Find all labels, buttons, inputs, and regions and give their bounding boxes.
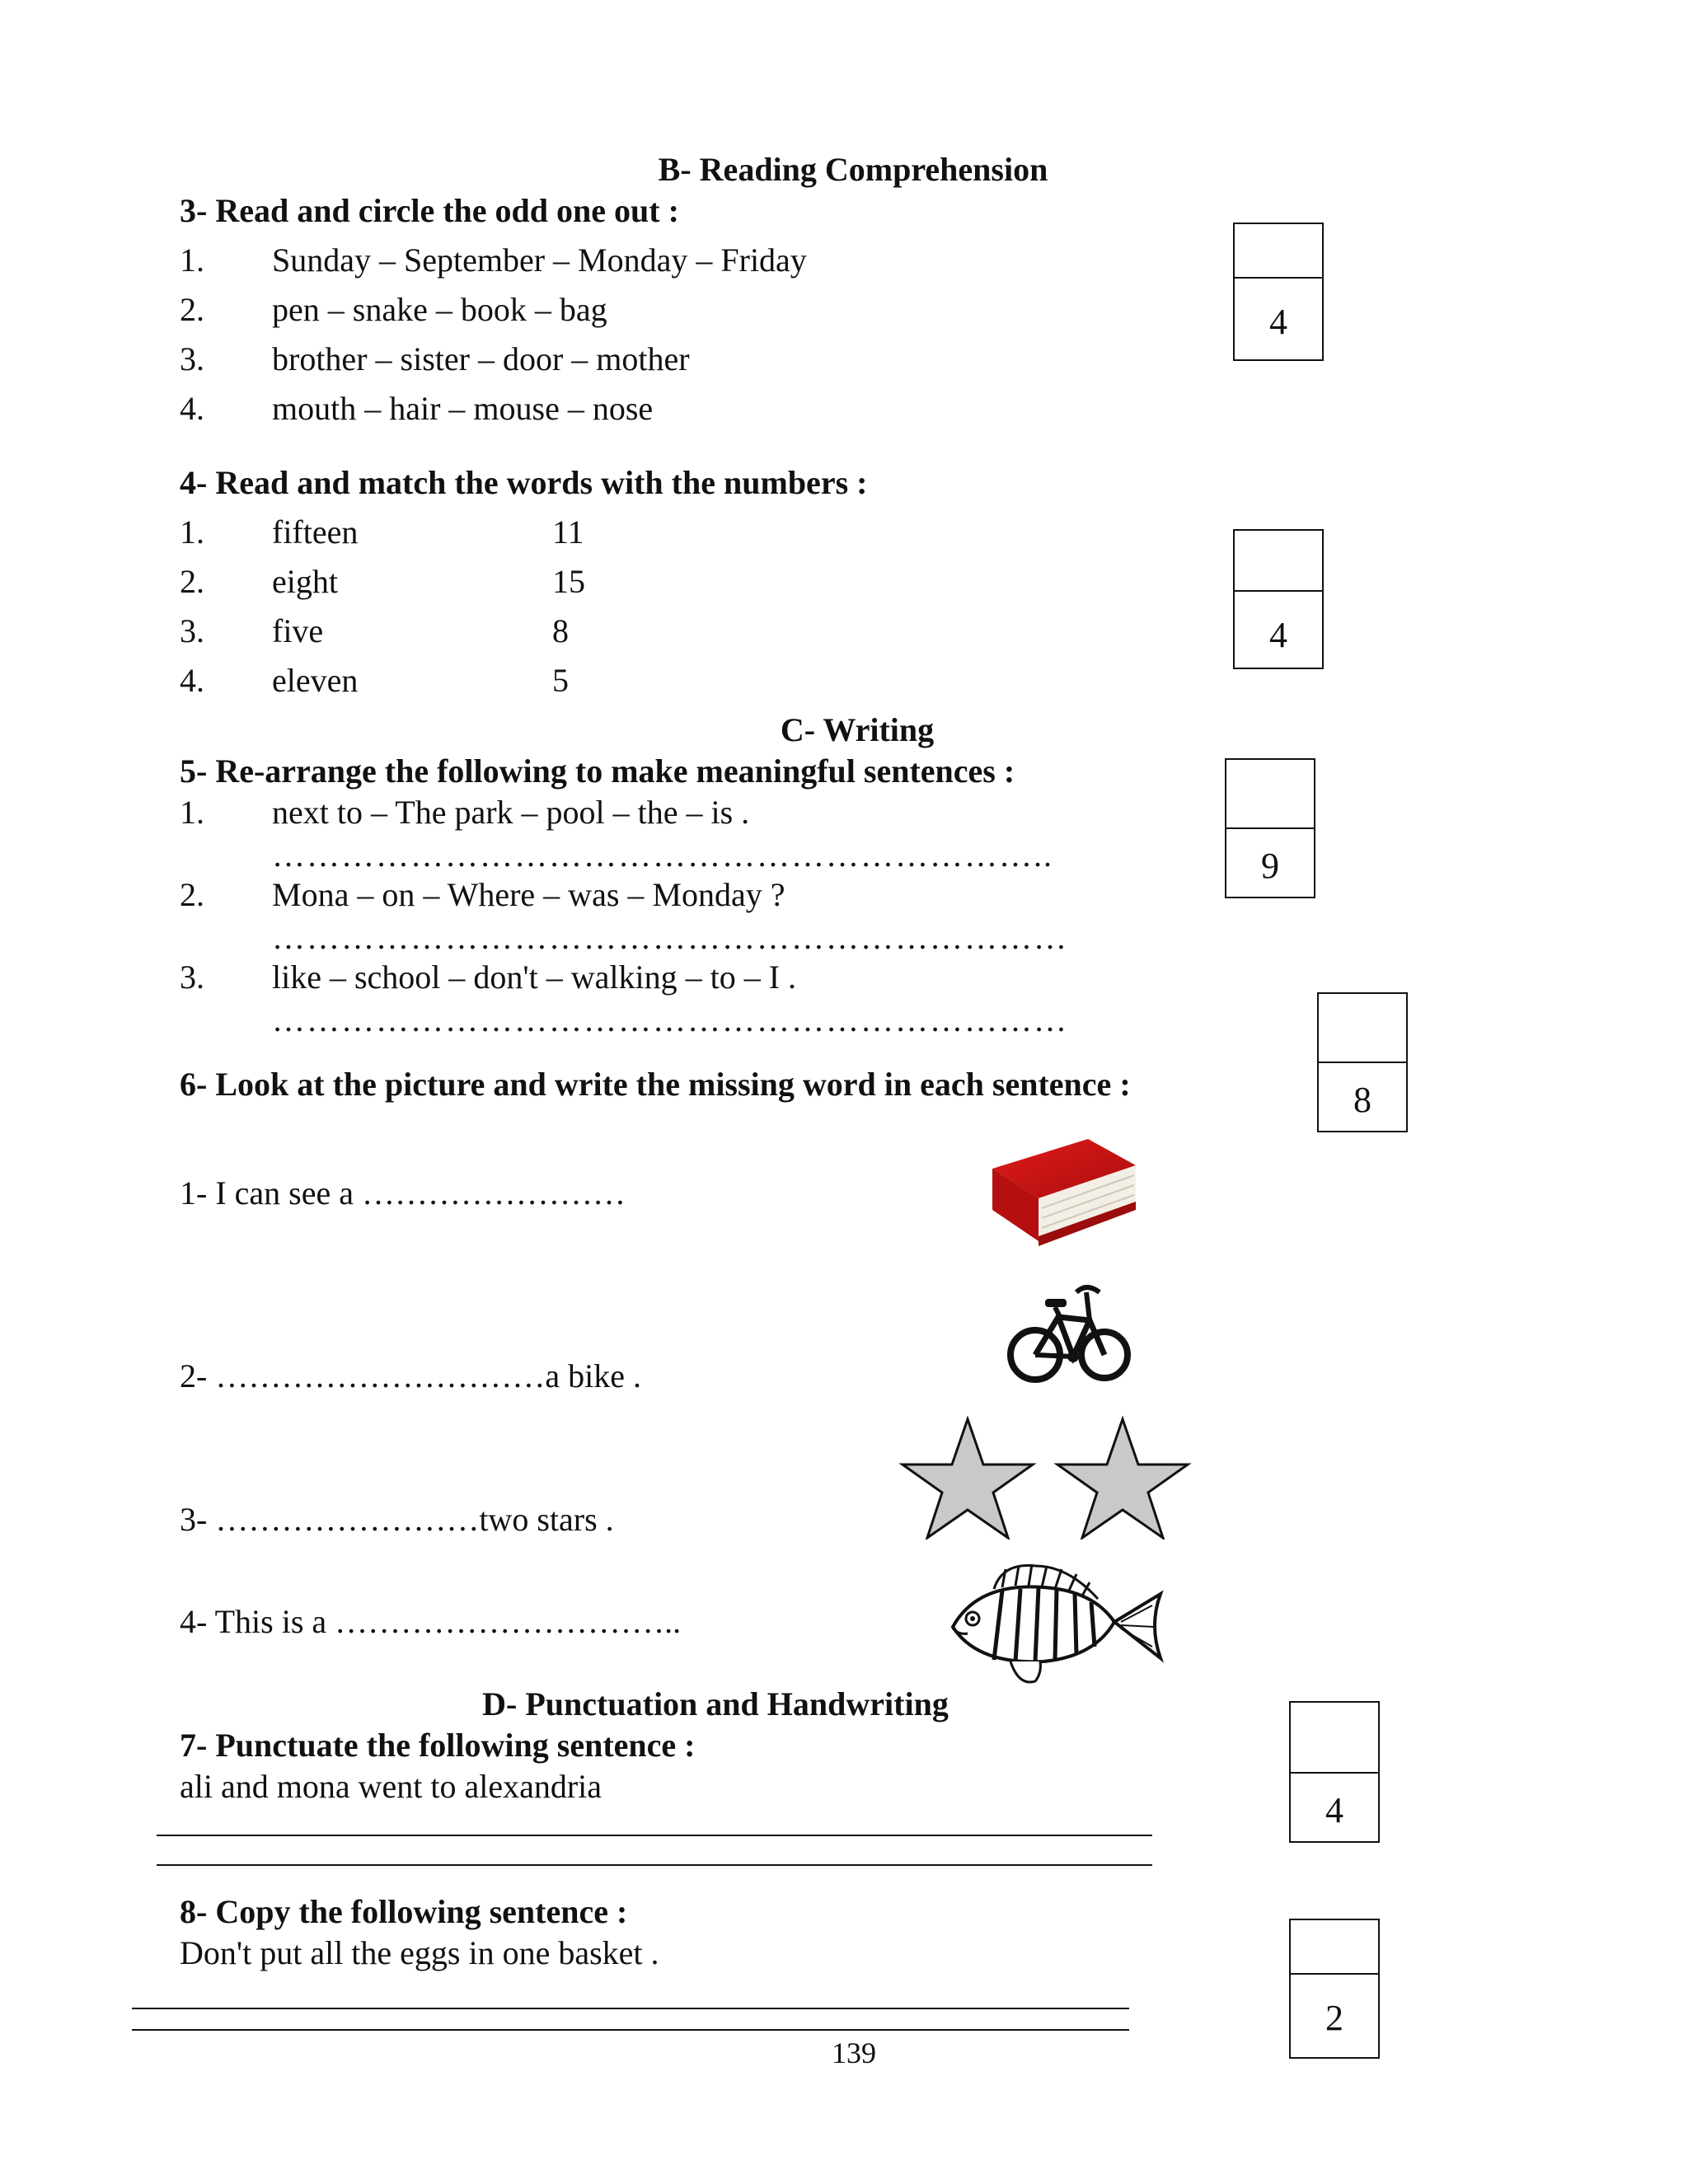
q5-item-2-text: Mona – on – Where – was – Monday ? — [272, 876, 785, 913]
q8-score-total: 2 — [1325, 1998, 1343, 2038]
section-heading-punctuation: D- Punctuation and Handwriting — [482, 1685, 949, 1722]
q6-score-box — [1317, 992, 1408, 1132]
section-heading-reading: B- Reading Comprehension — [658, 151, 1048, 188]
q5-score-box — [1225, 758, 1315, 898]
book-icon — [989, 1134, 1137, 1249]
q8-score-box — [1289, 1919, 1380, 2059]
question-4-title: 4- Read and match the words with the numbers : — [180, 464, 868, 501]
q3-score-total: 4 — [1269, 302, 1287, 342]
q7-score-entry[interactable] — [1291, 1703, 1378, 1774]
q4-item-2-word: eight — [272, 563, 338, 600]
q6-score-total: 8 — [1353, 1080, 1372, 1120]
q5-item-3-text: like – school – don't – walking – to – I . — [272, 958, 797, 996]
q5-item-2-answer-line[interactable]: …………………………………………………………… — [272, 919, 1068, 956]
q4-item-2-number-value: 15 — [552, 563, 585, 600]
q3-score-box — [1233, 223, 1324, 361]
q4-item-3-number: 3. — [180, 612, 204, 649]
page-number: 139 — [832, 2036, 876, 2069]
q8-score-entry[interactable] — [1291, 1920, 1378, 1975]
q4-score-total: 4 — [1269, 615, 1287, 655]
q4-item-1-number-value: 11 — [552, 513, 584, 551]
q6-item-1-text: 1- I can see a …………………… — [180, 1174, 626, 1212]
question-8-title: 8- Copy the following sentence : — [180, 1893, 628, 1930]
q3-item-4-number: 4. — [180, 390, 204, 427]
q5-item-2-number: 2. — [180, 876, 204, 913]
q3-score-entry[interactable] — [1235, 224, 1322, 279]
q3-item-1-number: 1. — [180, 241, 204, 279]
question-7-title: 7- Punctuate the following sentence : — [180, 1727, 696, 1764]
q8-answer-line-1[interactable] — [132, 2008, 1129, 2009]
q5-score-entry[interactable] — [1226, 760, 1314, 829]
q5-item-3-number: 3. — [180, 958, 204, 996]
q7-score-total: 4 — [1325, 1790, 1343, 1830]
question-6-title: 6- Look at the picture and write the missing word in each sentence : — [180, 1066, 1131, 1103]
q3-item-2-number: 2. — [180, 291, 204, 328]
q4-item-4-number-value: 5 — [552, 662, 569, 699]
q4-score-box — [1233, 529, 1324, 669]
q3-item-3-text: brother – sister – door – mother — [272, 340, 690, 377]
q4-item-2-number: 2. — [180, 563, 204, 600]
q5-item-1-text: next to – The park – pool – the – is . — [272, 794, 750, 831]
bike-icon — [1007, 1274, 1131, 1391]
q4-item-4-word: eleven — [272, 662, 359, 699]
q4-score-entry[interactable] — [1235, 531, 1322, 592]
q6-item-2-text: 2- …………………………a bike . — [180, 1357, 641, 1394]
question-5-title: 5- Re-arrange the following to make meaningful sentences : — [180, 752, 1015, 790]
q4-item-3-number-value: 8 — [552, 612, 569, 649]
q8-sentence: Don't put all the eggs in one basket . — [180, 1934, 659, 1971]
q3-item-1-text: Sunday – September – Monday – Friday — [272, 241, 807, 279]
fish-icon — [945, 1558, 1167, 1691]
question-3-title: 3- Read and circle the odd one out : — [180, 192, 679, 229]
q6-item-4-text: 4- This is a ………………………….. — [180, 1603, 682, 1640]
section-heading-writing: C- Writing — [780, 711, 935, 748]
q5-score-total: 9 — [1261, 846, 1279, 886]
q8-answer-line-2[interactable] — [132, 2029, 1129, 2031]
q7-answer-line-2[interactable] — [157, 1864, 1152, 1866]
q5-item-1-answer-line[interactable]: ………………………………………………………….. — [272, 837, 1053, 874]
q4-item-1-number: 1. — [180, 513, 204, 551]
q3-item-2-text: pen – snake – book – bag — [272, 291, 607, 328]
q4-item-4-number: 4. — [180, 662, 204, 699]
q3-item-4-text: mouth – hair – mouse – nose — [272, 390, 654, 427]
q7-score-box — [1289, 1701, 1380, 1843]
q5-item-3-answer-line[interactable]: …………………………………………………………… — [272, 1001, 1068, 1038]
q4-item-1-word: fifteen — [272, 513, 359, 551]
two-stars-icon — [897, 1416, 1193, 1540]
q6-score-entry[interactable] — [1319, 994, 1406, 1063]
q4-item-3-word: five — [272, 612, 324, 649]
q5-item-1-number: 1. — [180, 794, 204, 831]
q7-sentence: ali and mona went to alexandria — [180, 1768, 603, 1805]
q6-item-3-text: 3- ……………………two stars . — [180, 1501, 614, 1538]
q3-item-3-number: 3. — [180, 340, 204, 377]
q7-answer-line-1[interactable] — [157, 1835, 1152, 1836]
